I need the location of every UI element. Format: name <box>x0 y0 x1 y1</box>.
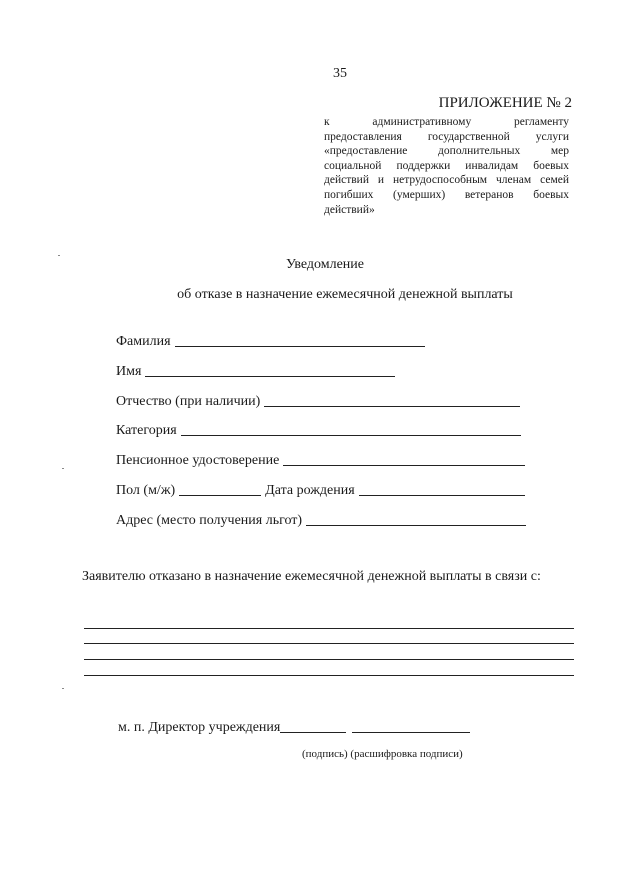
appendix-line: действий» <box>324 203 375 216</box>
notice-subtitle: об отказе в назначение ежемесячной денежной выплаты <box>177 287 513 302</box>
surname-field[interactable] <box>116 334 425 350</box>
patronymic-blank[interactable] <box>264 405 520 407</box>
appendix-line: предоставления государственной услуги <box>324 130 569 143</box>
appendix-line: социальной поддержки инвалидам боевых <box>324 159 569 172</box>
reason-line[interactable] <box>84 675 574 676</box>
reason-line[interactable] <box>84 659 574 660</box>
surname-label: Фамилия <box>116 334 171 349</box>
sex-label: Пол (м/ж) <box>116 483 176 498</box>
scan-speck <box>62 688 64 689</box>
appendix-line: погибших (умерших) ветеранов боевых <box>324 188 569 201</box>
sex-birthdate-row <box>116 483 525 499</box>
signature-decoding-blank[interactable] <box>352 732 470 733</box>
pension-certificate-label: Пенсионное удостоверение <box>116 453 280 468</box>
director-signature-label: м. п. Директор учреждения <box>118 720 281 735</box>
signature-caption: (подпись) (расшифровка подписи) <box>302 748 463 760</box>
name-blank[interactable] <box>145 375 395 377</box>
reason-line[interactable] <box>84 628 574 629</box>
category-label: Категория <box>116 423 177 438</box>
patronymic-label: Отчество (при наличии) <box>116 394 261 409</box>
appendix-reference <box>324 115 569 217</box>
pension-certificate-field[interactable] <box>116 453 525 469</box>
appendix-line: «предоставление дополнительных мер <box>324 145 569 158</box>
address-label: Адрес (место получения льгот) <box>116 513 303 528</box>
sex-blank[interactable] <box>179 494 261 496</box>
reason-line[interactable] <box>84 643 574 644</box>
address-field[interactable] <box>116 513 526 529</box>
name-field[interactable] <box>116 364 395 380</box>
notice-title: Уведомление <box>285 257 364 272</box>
category-blank[interactable] <box>181 434 521 436</box>
surname-blank[interactable] <box>175 345 425 347</box>
director-signature-row <box>118 720 470 736</box>
patronymic-field[interactable] <box>116 394 520 410</box>
signature-blank[interactable] <box>280 732 346 733</box>
address-blank[interactable] <box>306 524 526 526</box>
appendix-title: ПРИЛОЖЕНИЕ № 2 <box>438 95 572 111</box>
birth-date-blank[interactable] <box>359 494 525 496</box>
pension-certificate-blank[interactable] <box>283 464 525 466</box>
scan-speck <box>62 468 64 469</box>
name-label: Имя <box>116 364 142 379</box>
appendix-line: к административному регламенту <box>324 116 569 128</box>
birth-date-label: Дата рождения <box>265 483 355 498</box>
refusal-reason-text: Заявителю отказано в назначение ежемесячной денежной выплаты в связи с: <box>82 569 541 584</box>
appendix-line: действий и нетрудоспособным членам семей <box>324 174 569 187</box>
category-field[interactable] <box>116 423 521 439</box>
page-number: 35 <box>333 66 347 81</box>
scan-speck <box>58 255 60 256</box>
